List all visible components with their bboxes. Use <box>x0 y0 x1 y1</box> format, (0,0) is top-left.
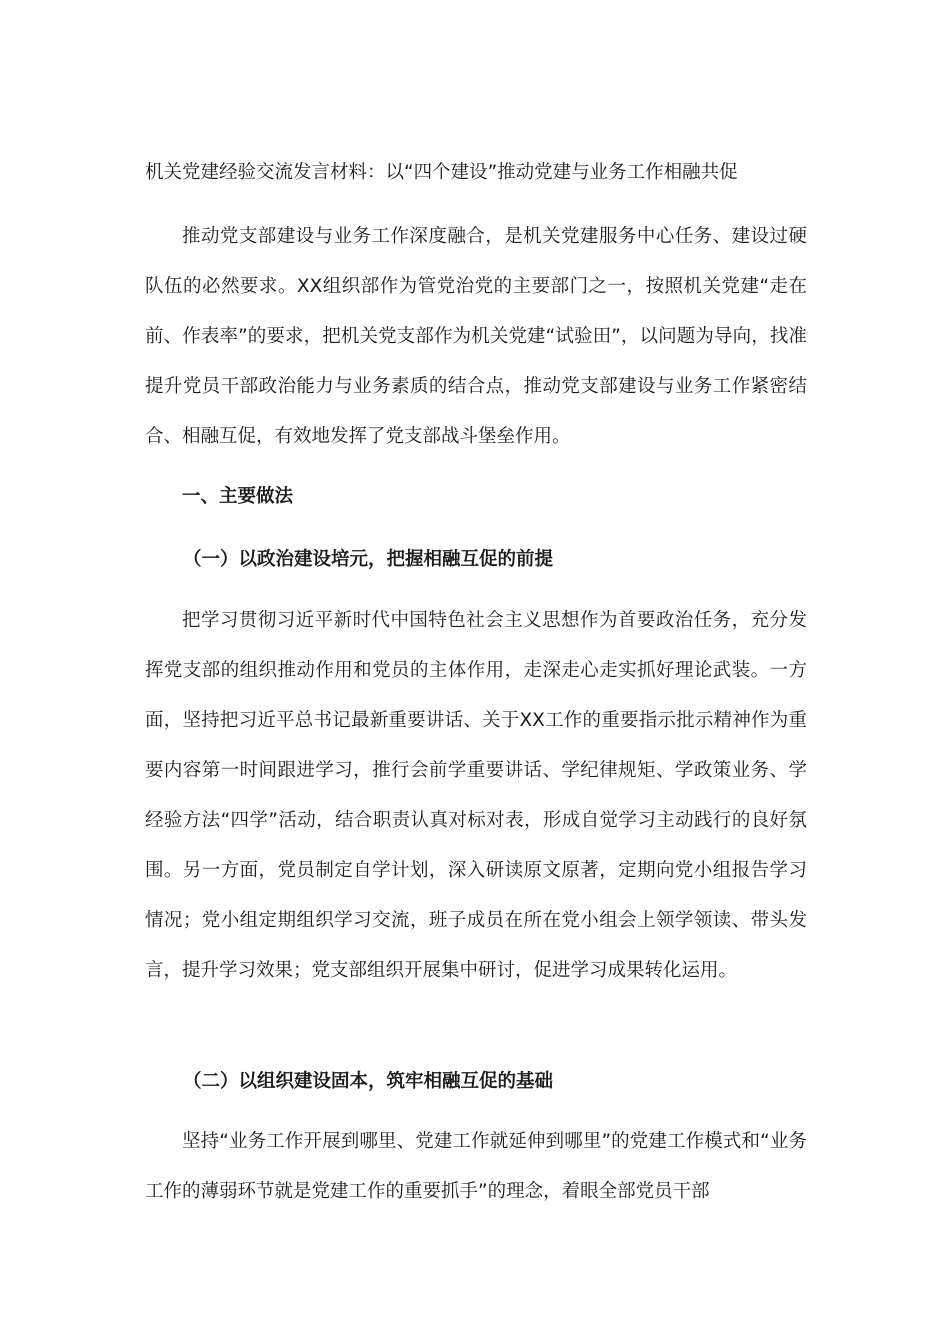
section-heading-main-practices: 一、主要做法 <box>182 486 294 507</box>
subsection-heading-political-building: （一）以政治建设培元，把握相融互促的前提 <box>183 549 554 570</box>
document-title: 机关党建经验交流发言材料：以“四个建设”推动党建与业务工作相融共促 <box>145 162 738 183</box>
subsection-heading-organization-building: （二）以组织建设固本，筑牢相融互促的基础 <box>183 1071 554 1092</box>
intro-paragraph: 推动党支部建设与业务工作深度融合，是机关党建服务中心任务、建设过硬队伍的必然要求。XX组织部作为管党治党的主要部门之一，按照机关党建“走在前、作表率”的要求，把机关党支部作为机关党建“试验田”，以问题为导向，找准提升党员干部政治能力与业务素质的结合点，推动党支部建设与业务工作紧密结合、相融互促，有效地发挥了党支部战斗堡垒作用。 <box>145 226 807 447</box>
political-building-paragraph: 把学习贯彻习近平新时代中国特色社会主义思想作为首要政治任务，充分发挥党支部的组织推动作用和党员的主体作用，走深走心走实抓好理论武装。一方面，坚持把习近平总书记最新重要讲话、关于XX工作的重要指示批示精神作为重要内容第一时间跟进学习，推行会前学重要讲话、学纪律规矩、学政策业务、学经验方法“四学”活动，结合职责认真对标对表，形成自觉学习主动践行的良好氛围。另一方面，党员制定自学计划，深入研读原文原著，定期向党小组报告学习情况；党小组定期组织学习交流，班子成员在所在党小组会上领学领读、带头发言，提升学习效果；党支部组织开展集中研讨，促进学习成果转化运用。 <box>145 610 807 981</box>
organization-building-paragraph: 坚持“业务工作开展到哪里、党建工作就延伸到哪里”的党建工作模式和“业务工作的薄弱环节就是党建工作的重要抓手”的理念，着眼全部党员干部 <box>145 1131 807 1202</box>
